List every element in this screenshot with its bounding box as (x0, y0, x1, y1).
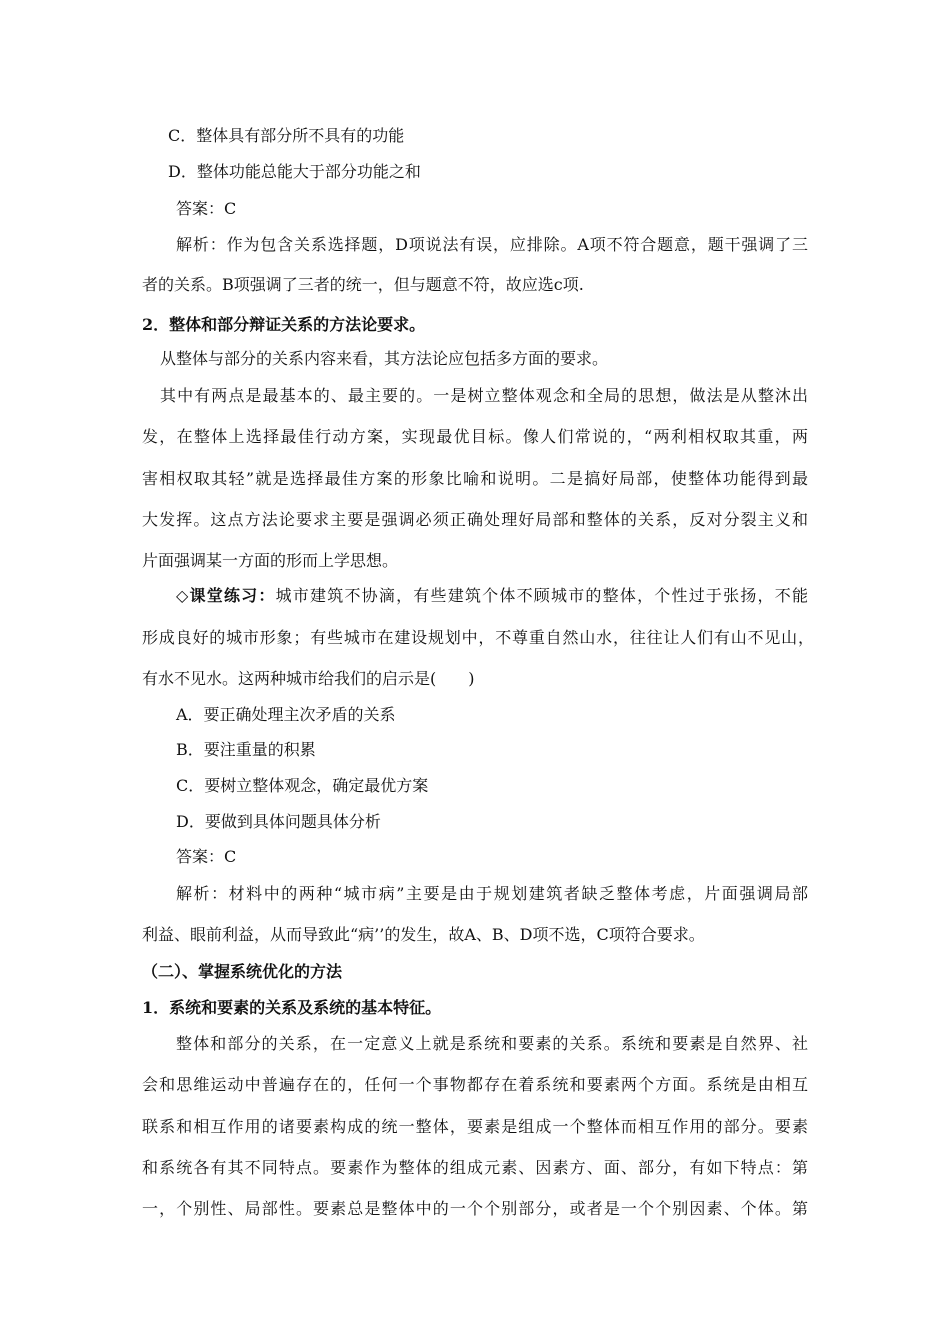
section-heading: 2．整体和部分辩证关系的方法论要求。 (142, 315, 426, 334)
option-c-text: C．要树立整体观念，确定最优方案 (176, 776, 429, 795)
exercise-text: 城市建筑不协滴，有些建筑个体不顾城市的整体，个性过于张扬，不能 (275, 586, 808, 605)
analysis-line: 解析：材料中的两种“城市病”主要是由于规划建筑者缺乏整体考虑，片面强调局部 (176, 884, 808, 903)
exercise-line: 有水不见水。这两种城市给我们的启示是( ) (142, 669, 475, 688)
paragraph-line: 害相权取其轻”就是选择最佳方案的形象比喻和说明。二是搞好局部，使整体功能得到最 (142, 469, 808, 488)
paragraph-line: 整体和部分的关系，在一定意义上就是系统和要素的关系。系统和要素是自然界、社 (176, 1034, 808, 1053)
analysis-line: 利益、眼前利益，从而导致此“病’’的发生，故A、B、D项不选，C项符合要求。 (142, 925, 705, 944)
analysis-line: 解析：作为包含关系选择题，D项说法有误，应排除。A项不符合题意，题干强调了三 (176, 235, 808, 254)
option-a-text: A．要正确处理主次矛盾的关系 (176, 705, 396, 724)
option-b-text: B．要注重量的积累 (176, 740, 316, 759)
paragraph-line: 一，个别性、局部性。要素总是整体中的一个个别部分，或者是一个个别因素、个体。第 (142, 1199, 808, 1218)
answer-text: 答案：C (176, 847, 237, 866)
paragraph-line: 和系统各有其不同特点。要素作为整体的组成元素、因素方、面、部分，有如下特点：第 (142, 1158, 808, 1177)
paragraph-line: 其中有两点是最基本的、最主要的。一是树立整体观念和全局的思想，做法是从整沐出 (160, 386, 808, 405)
paragraph-line: 联系和相互作用的诸要素构成的统一整体，要素是组成一个整体而相互作用的部分。要素 (142, 1117, 808, 1136)
answer-text: 答案：C (176, 199, 237, 218)
option-d-text: D．整体功能总能大于部分功能之和 (168, 162, 421, 181)
part-heading: （二）、掌握系统优化的方法 (142, 962, 343, 981)
sub-heading: 1．系统和要素的关系及系统的基本特征。 (142, 998, 442, 1017)
paragraph-line: 会和思维运动中普遍存在的，任何一个事物都存在着系统和要素两个方面。系统是由相互 (142, 1075, 808, 1094)
paragraph-line: 从整体与部分的关系内容来看，其方法论应包括多方面的要求。 (160, 349, 609, 368)
exercise-label: ◇课堂练习： (176, 586, 276, 605)
paragraph-line: 发，在整体上选择最佳行动方案，实现最优目标。像人们常说的，“两利相权取其重，两 (142, 427, 808, 446)
option-c-text: C．整体具有部分所不具有的功能 (168, 126, 405, 145)
exercise-line (176, 586, 808, 606)
option-d-text: D．要做到具体问题具体分析 (176, 812, 381, 831)
paragraph-line: 片面强调某一方面的形而上学思想。 (142, 551, 399, 570)
exercise-line: 形成良好的城市形象；有些城市在建设规划中，不尊重自然山水，往往让人们有山不见山， (142, 628, 814, 647)
analysis-line: 者的关系。B项强调了三者的统一，但与题意不符，故应选c项. (142, 275, 584, 294)
paragraph-line: 大发挥。这点方法论要求主要是强调必须正确处理好局部和整体的关系，反对分裂主义和 (142, 510, 808, 529)
